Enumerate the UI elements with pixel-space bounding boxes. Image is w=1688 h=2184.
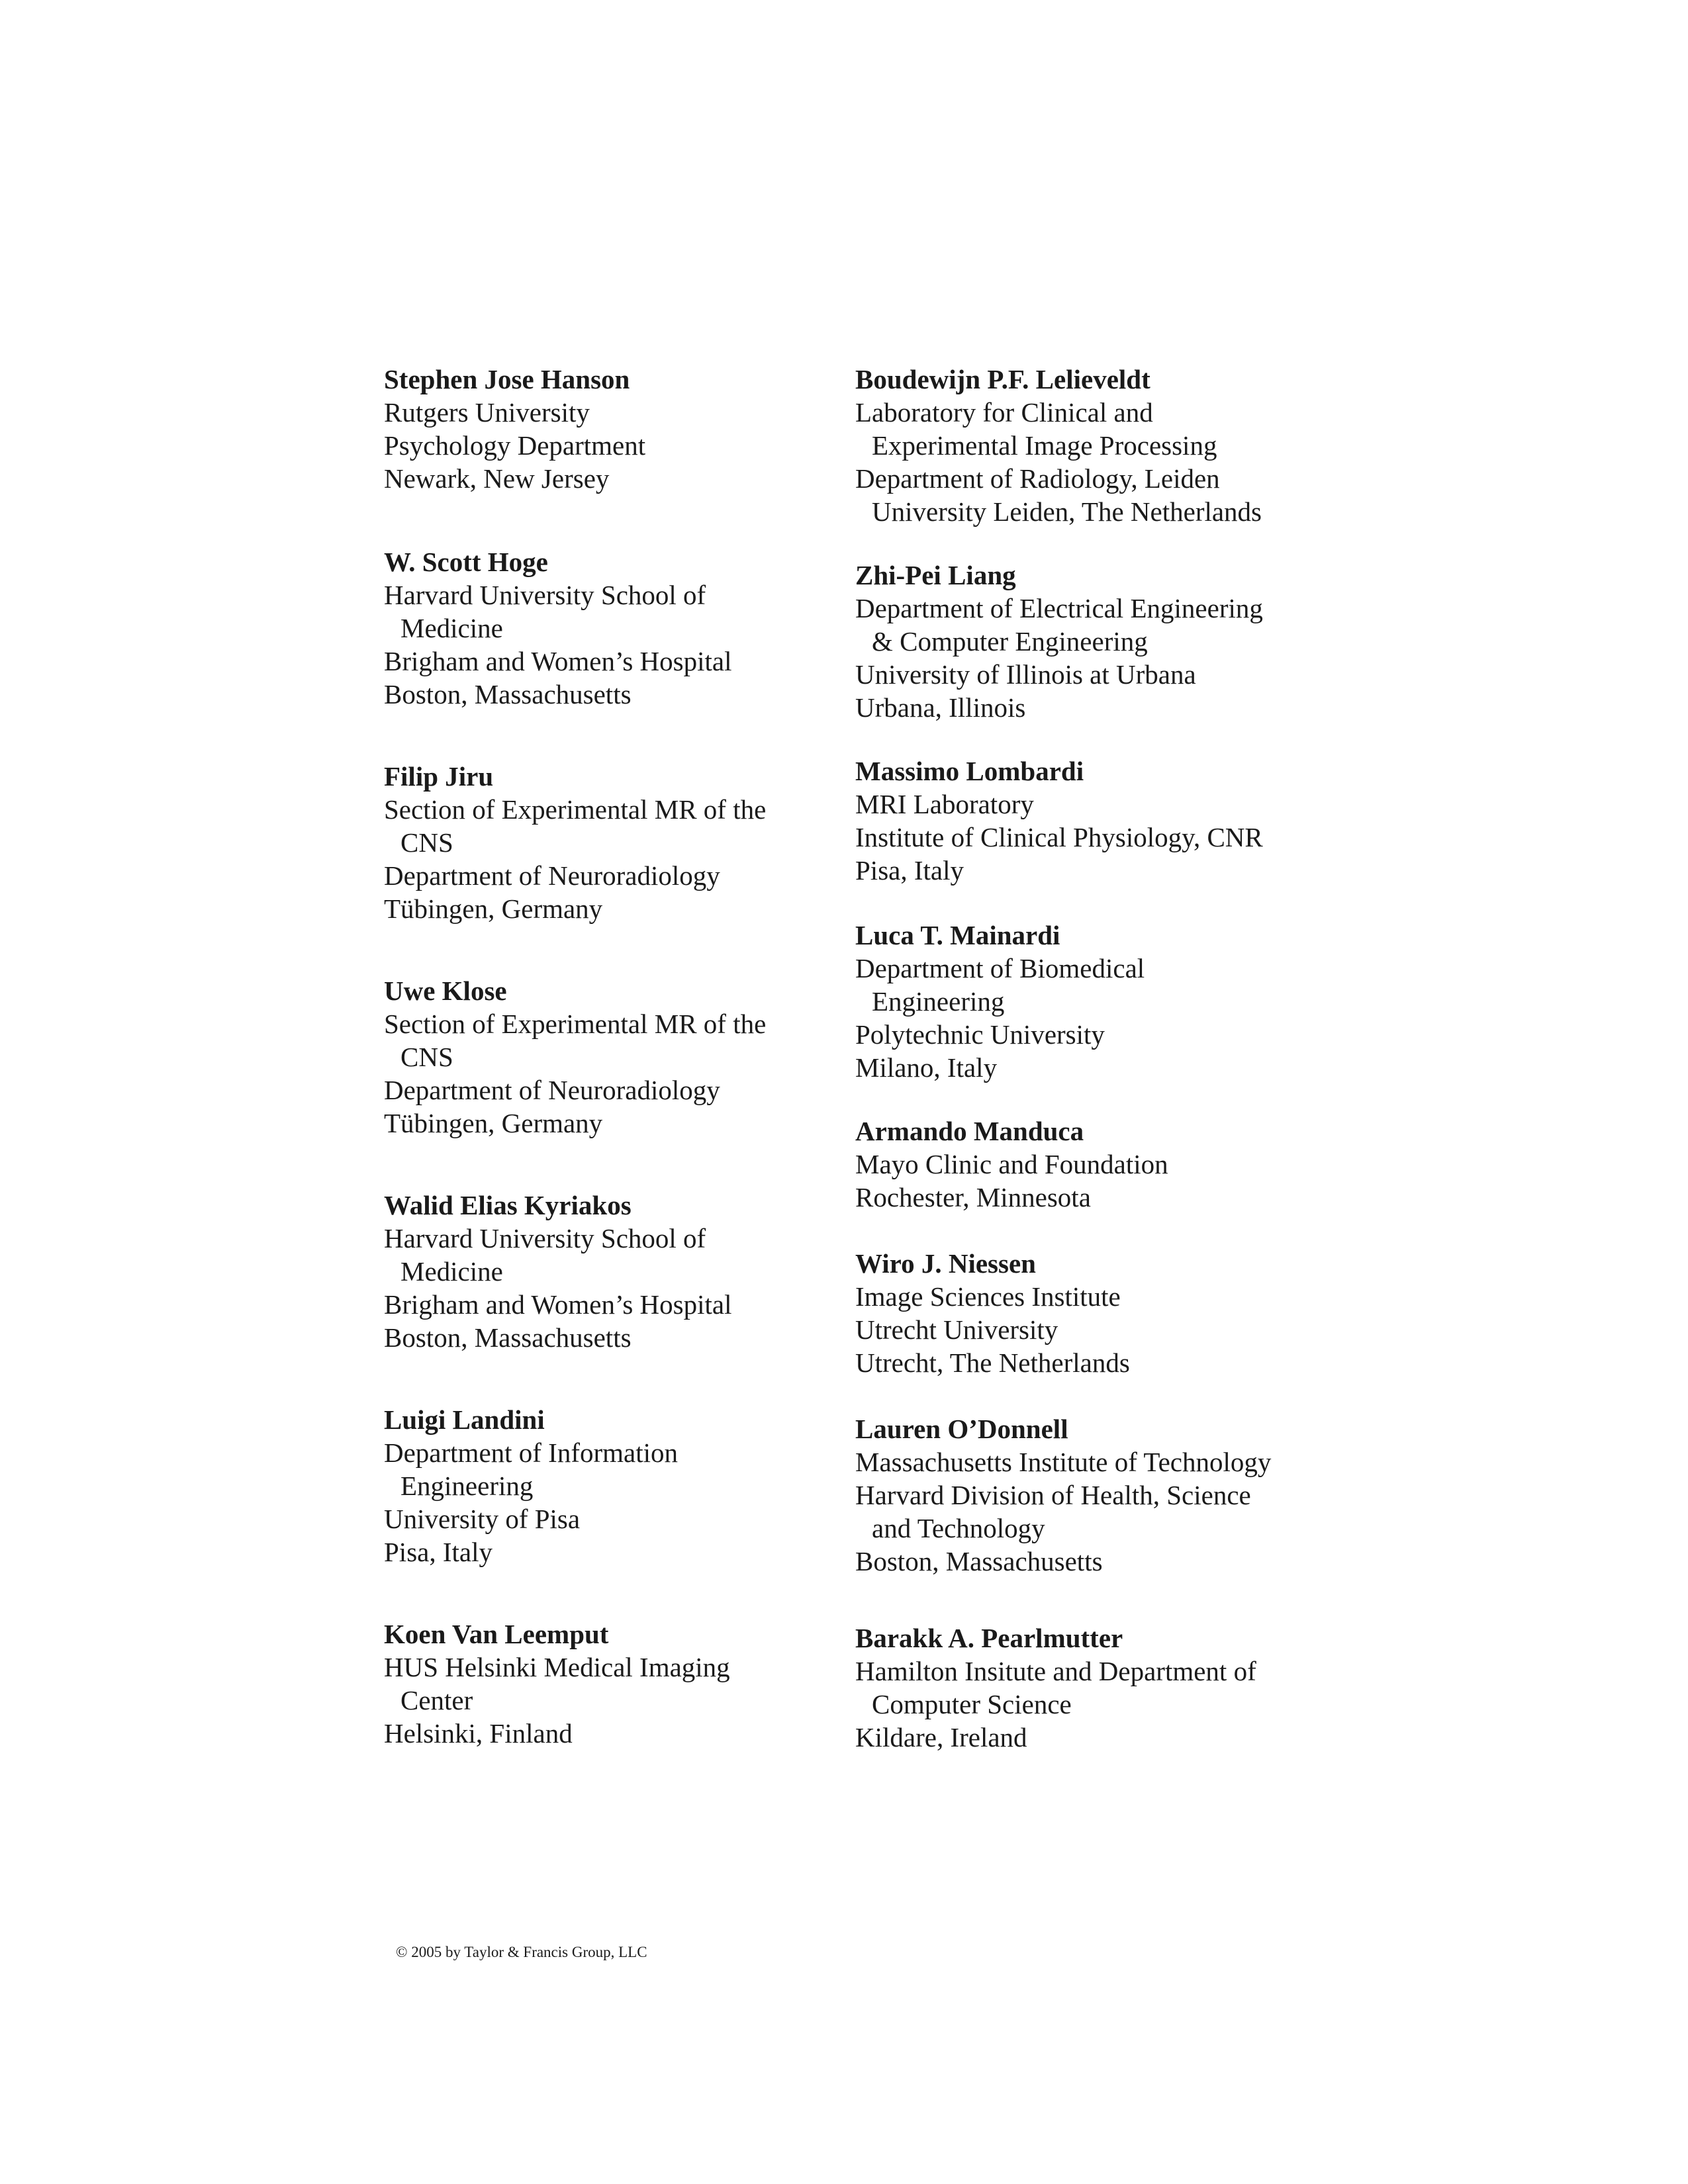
contributor-name: Luigi Landini	[384, 1404, 545, 1435]
contributor-entry	[384, 1189, 834, 1354]
contributors-left-column	[384, 363, 834, 1749]
affiliation-line: Brigham and Women’s Hospital	[384, 1289, 732, 1320]
contributor-entry	[855, 1247, 1358, 1379]
affiliation-line: CNS	[400, 827, 453, 858]
affiliation-line: Department of Neuroradiology	[384, 860, 720, 891]
contributor-name: Massimo Lombardi	[855, 756, 1084, 786]
affiliation-line: Boston, Massachusetts	[384, 679, 632, 709]
contributor-entry	[855, 1412, 1358, 1578]
affiliation-line: University of Pisa	[384, 1504, 581, 1534]
affiliation-line: Experimental Image Processing	[872, 430, 1217, 461]
affiliation-line: Center	[400, 1685, 473, 1715]
affiliation-line: Image Sciences Institute	[855, 1281, 1121, 1312]
affiliation-line: Section of Experimental MR of the	[384, 794, 767, 825]
affiliation-line: Rutgers University	[384, 397, 590, 428]
contributor-name: Koen Van Leemput	[384, 1619, 609, 1649]
affiliation-line: University Leiden, The Netherlands	[872, 496, 1262, 527]
contributor-name: Luca T. Mainardi	[855, 920, 1060, 950]
affiliation-line: Mayo Clinic and Foundation	[855, 1149, 1168, 1179]
affiliation-line: Hamilton Insitute and Department of	[855, 1656, 1256, 1686]
affiliation-line: Milano, Italy	[855, 1052, 998, 1083]
affiliation-line: Tübingen, Germany	[384, 893, 603, 924]
affiliation-line: Utrecht University	[855, 1314, 1058, 1345]
contributor-name: Zhi-Pei Liang	[855, 560, 1016, 590]
affiliation-line: Medicine	[400, 1256, 503, 1287]
affiliation-line: Newark, New Jersey	[384, 463, 610, 494]
contributor-entry	[855, 754, 1358, 887]
affiliation-line: Utrecht, The Netherlands	[855, 1347, 1130, 1378]
affiliation-line: Harvard University School of	[384, 580, 706, 610]
affiliation-line: Department of Radiology, Leiden	[855, 463, 1220, 494]
affiliation-line: Pisa, Italy	[384, 1537, 492, 1567]
contributor-name: Uwe Klose	[384, 976, 507, 1006]
contributor-entry	[384, 545, 834, 711]
affiliation-line: Department of Information	[384, 1437, 679, 1468]
affiliation-line: Department of Biomedical	[855, 953, 1145, 983]
contributor-name: Stephen Jose Hanson	[384, 364, 630, 394]
contributor-name: Lauren O’Donnell	[855, 1414, 1068, 1444]
contributor-entry	[384, 1403, 834, 1569]
affiliation-line: & Computer Engineering	[872, 626, 1148, 657]
affiliation-line: Pisa, Italy	[855, 855, 964, 886]
affiliation-line: Engineering	[400, 1471, 534, 1501]
copyright-notice: © 2005 by Taylor & Francis Group, LLC	[396, 1944, 647, 1960]
affiliation-line: Polytechnic University	[855, 1019, 1105, 1050]
affiliation-line: Harvard Division of Health, Science	[855, 1480, 1251, 1510]
affiliation-line: Psychology Department	[384, 430, 646, 461]
contributor-name: Armando Manduca	[855, 1116, 1084, 1146]
contributor-entry	[384, 1617, 834, 1750]
affiliation-line: Brigham and Women’s Hospital	[384, 646, 732, 676]
affiliation-line: Harvard University School of	[384, 1223, 706, 1253]
affiliation-line: Kildare, Ireland	[855, 1722, 1027, 1752]
affiliation-line: CNS	[400, 1042, 453, 1072]
affiliation-line: Boston, Massachusetts	[855, 1546, 1103, 1576]
affiliation-line: Medicine	[400, 613, 503, 643]
contributor-name: Walid Elias Kyriakos	[384, 1190, 632, 1220]
affiliation-line: Laboratory for Clinical and	[855, 397, 1153, 428]
contributor-name: W. Scott Hoge	[384, 547, 548, 577]
contributor-name: Filip Jiru	[384, 761, 494, 792]
contributor-entry	[855, 1621, 1358, 1754]
affiliation-line: Urbana, Illinois	[855, 692, 1026, 723]
contributor-entry	[855, 363, 1358, 528]
affiliation-line: HUS Helsinki Medical Imaging	[384, 1652, 730, 1682]
affiliation-line: MRI Laboratory	[855, 789, 1034, 819]
affiliation-line: Institute of Clinical Physiology, CNR	[855, 822, 1263, 852]
contributor-entry	[384, 363, 834, 495]
affiliation-line: Department of Electrical Engineering	[855, 593, 1263, 623]
affiliation-line: Helsinki, Finland	[384, 1718, 573, 1749]
affiliation-line: Tübingen, Germany	[384, 1108, 603, 1138]
contributor-entry	[855, 559, 1358, 724]
contributor-entry	[384, 760, 834, 925]
affiliation-line: University of Illinois at Urbana	[855, 659, 1196, 690]
affiliation-line: Department of Neuroradiology	[384, 1075, 720, 1105]
affiliation-line: Section of Experimental MR of the	[384, 1009, 767, 1039]
affiliation-line: Engineering	[872, 986, 1005, 1017]
contributors-right-column	[855, 363, 1358, 1752]
affiliation-line: Boston, Massachusetts	[384, 1322, 632, 1353]
contributor-entry	[855, 919, 1358, 1084]
affiliation-line: Massachusetts Institute of Technology	[855, 1447, 1272, 1477]
affiliation-line: Rochester, Minnesota	[855, 1182, 1091, 1212]
contributor-name: Boudewijn P.F. Lelieveldt	[855, 364, 1150, 394]
contributor-entry	[384, 974, 834, 1140]
affiliation-line: Computer Science	[872, 1689, 1072, 1719]
contributor-entry	[855, 1115, 1358, 1214]
affiliation-line: and Technology	[872, 1513, 1045, 1543]
contributor-name: Wiro J. Niessen	[855, 1248, 1036, 1279]
contributor-name: Barakk A. Pearlmutter	[855, 1623, 1123, 1653]
